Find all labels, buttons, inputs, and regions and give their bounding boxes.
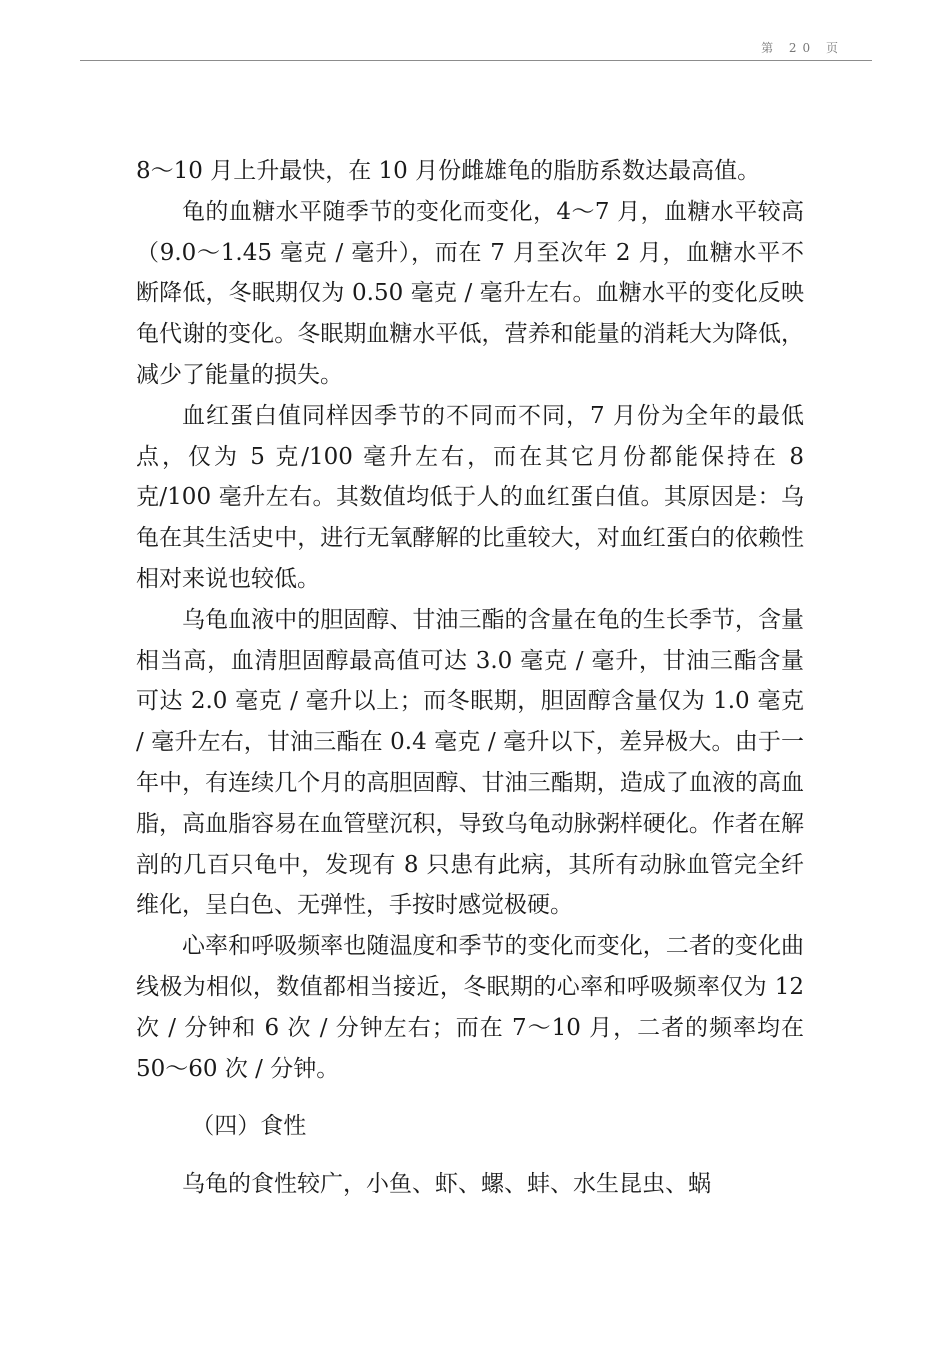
- paragraph-cholesterol: 乌龟血液中的胆固醇、甘油三酯的含量在龟的生长季节，含量相当高，血清胆固醇最高值可达 3.0 毫克 / 毫升，甘油三酯含量可达 2.0 毫克 / 毫升以上；而冬眠期，胆固醇含量仅为 1.0 毫克 / 毫升左右，甘油三酯在 0.4 毫克 / 毫升以下，差异极大。由于一年中，有连续几个月的高胆固醇、甘油三酯期，造成了血液的高血脂，高血脂容易在血管壁沉积，导致乌龟动脉粥样硬化。作者在解剖的几百只龟中，发现有 8 只患有此病，其所有动脉血管完全纤维化，呈白色、无弹性，手按时感觉极硬。: [136, 606, 804, 919]
- paragraph-blood-sugar: 龟的血糖水平随季节的变化而变化，4～7 月，血糖水平较高（9.0～1.45 毫克 / 毫升），而在 7 月至次年 2 月，血糖水平不断降低，冬眠期仅为 0.50 毫克 / 毫升左右。血糖水平的变化反映龟代谢的变化。冬眠期血糖水平低，营养和能量的消耗大为降低，减少了能量的损失。: [136, 198, 804, 388]
- page-number: 第 20 页: [761, 41, 844, 55]
- paragraph-diet: 乌龟的食性较广，小鱼、虾、螺、蚌、水生昆虫、蜗: [182, 1171, 711, 1198]
- section-title-diet: （四）食性: [191, 1113, 307, 1140]
- body-text: [136, 151, 804, 1205]
- paragraph-heart-rate: 心率和呼吸频率也随温度和季节的变化而变化，二者的变化曲线极为相似，数值都相当接近，冬眠期的心率和呼吸频率仅为 12 次 / 分钟和 6 次 / 分钟左右；而在 7～10 月，二者的频率均在 50～60 次 / 分钟。: [136, 933, 804, 1082]
- paragraph-hemoglobin: 血红蛋白值同样因季节的不同而不同，7 月份为全年的最低点，仅为 5 克/100 毫升左右，而在其它月份都能保持在 8 克/100 毫升左右。其数值均低于人的血红蛋白值。其原因是：乌龟在其生活史中，进行无氧酵解的比重较大，对血红蛋白的依赖性相对来说也较低。: [136, 402, 804, 592]
- page-header: [80, 30, 872, 61]
- paragraph-fat-coefficient: 8～10 月上升最快，在 10 月份雌雄龟的脂肪系数达最高值。: [136, 158, 761, 184]
